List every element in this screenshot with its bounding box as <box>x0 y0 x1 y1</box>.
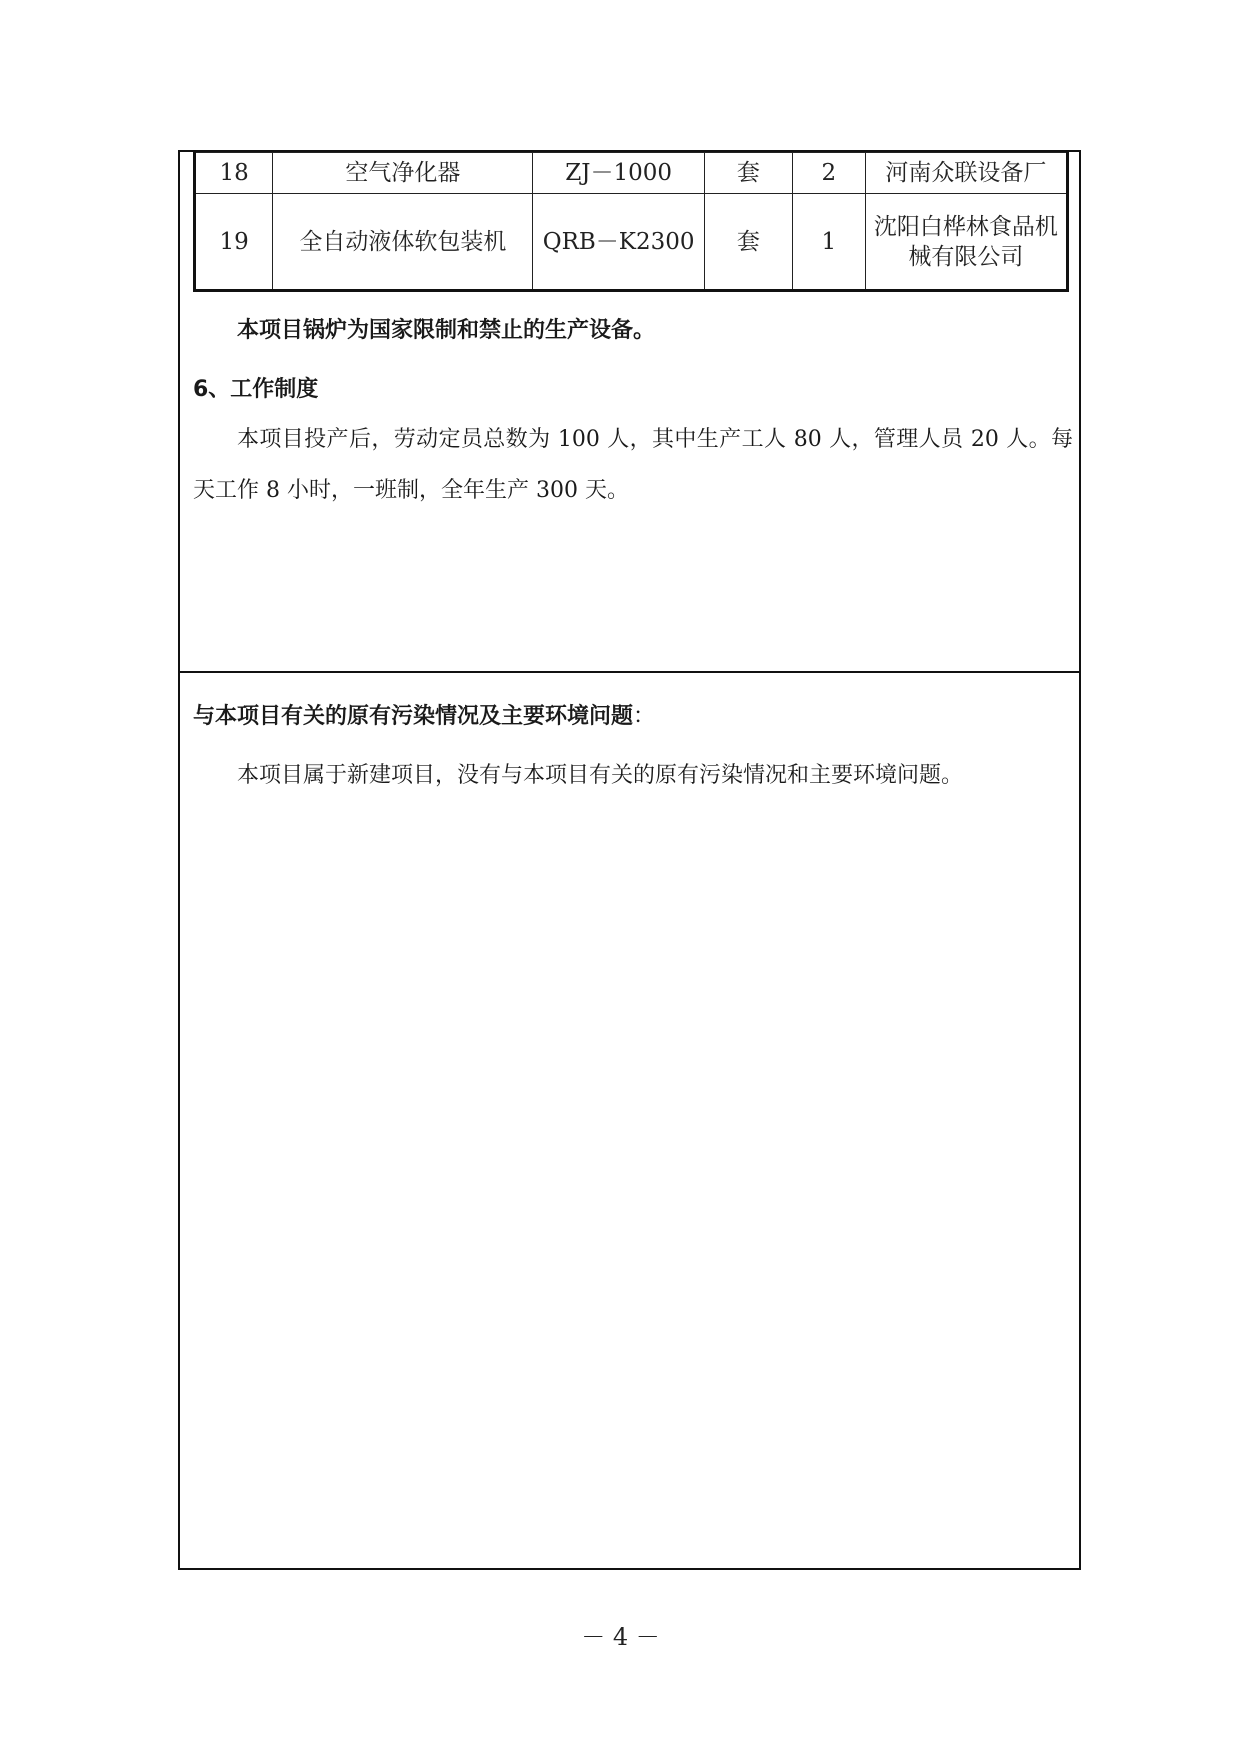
project-overview-section <box>180 152 1079 673</box>
work-schedule-text: 本项目投产后，劳动定员总数为 100 人，其中生产工人 80 人，管理人员 20 人。每天工作 8 小时，一班制，全年生产 300 天。 <box>193 427 1073 503</box>
equipment-model: QRB－K2300 <box>533 194 704 291</box>
equipment-model: ZJ－1000 <box>533 153 704 194</box>
equipment-unit: 套 <box>704 194 792 291</box>
equipment-quantity: 2 <box>792 153 865 194</box>
equipment-manufacturer: 河南众联设备厂 <box>865 153 1067 194</box>
report-form-frame <box>178 150 1081 1570</box>
equipment-unit: 套 <box>704 153 792 194</box>
equipment-name: 全自动液体软包装机 <box>273 194 533 291</box>
page-number: － 4 － <box>581 1623 660 1651</box>
row-number: 19 <box>195 194 273 291</box>
pollution-heading: 与本项目有关的原有污染情况及主要环境问题 <box>193 704 634 729</box>
row-number: 18 <box>195 153 273 194</box>
work-schedule-heading: 6、工作制度 <box>193 377 319 402</box>
pollution-heading-line <box>193 691 1073 742</box>
pollution-text: 本项目属于新建项目，没有与本项目有关的原有污染情况和主要环境问题。 <box>237 763 964 788</box>
boiler-note: 本项目锅炉为国家限制和禁止的生产设备。 <box>237 318 656 343</box>
pollution-heading-colon: ： <box>633 704 656 729</box>
table-row <box>195 194 1068 291</box>
equipment-manufacturer: 沈阳白桦林食品机械有限公司 <box>865 194 1067 291</box>
equipment-table <box>193 152 1069 292</box>
equipment-name: 空气净化器 <box>273 153 533 194</box>
table-row <box>195 153 1068 194</box>
equipment-quantity: 1 <box>792 194 865 291</box>
